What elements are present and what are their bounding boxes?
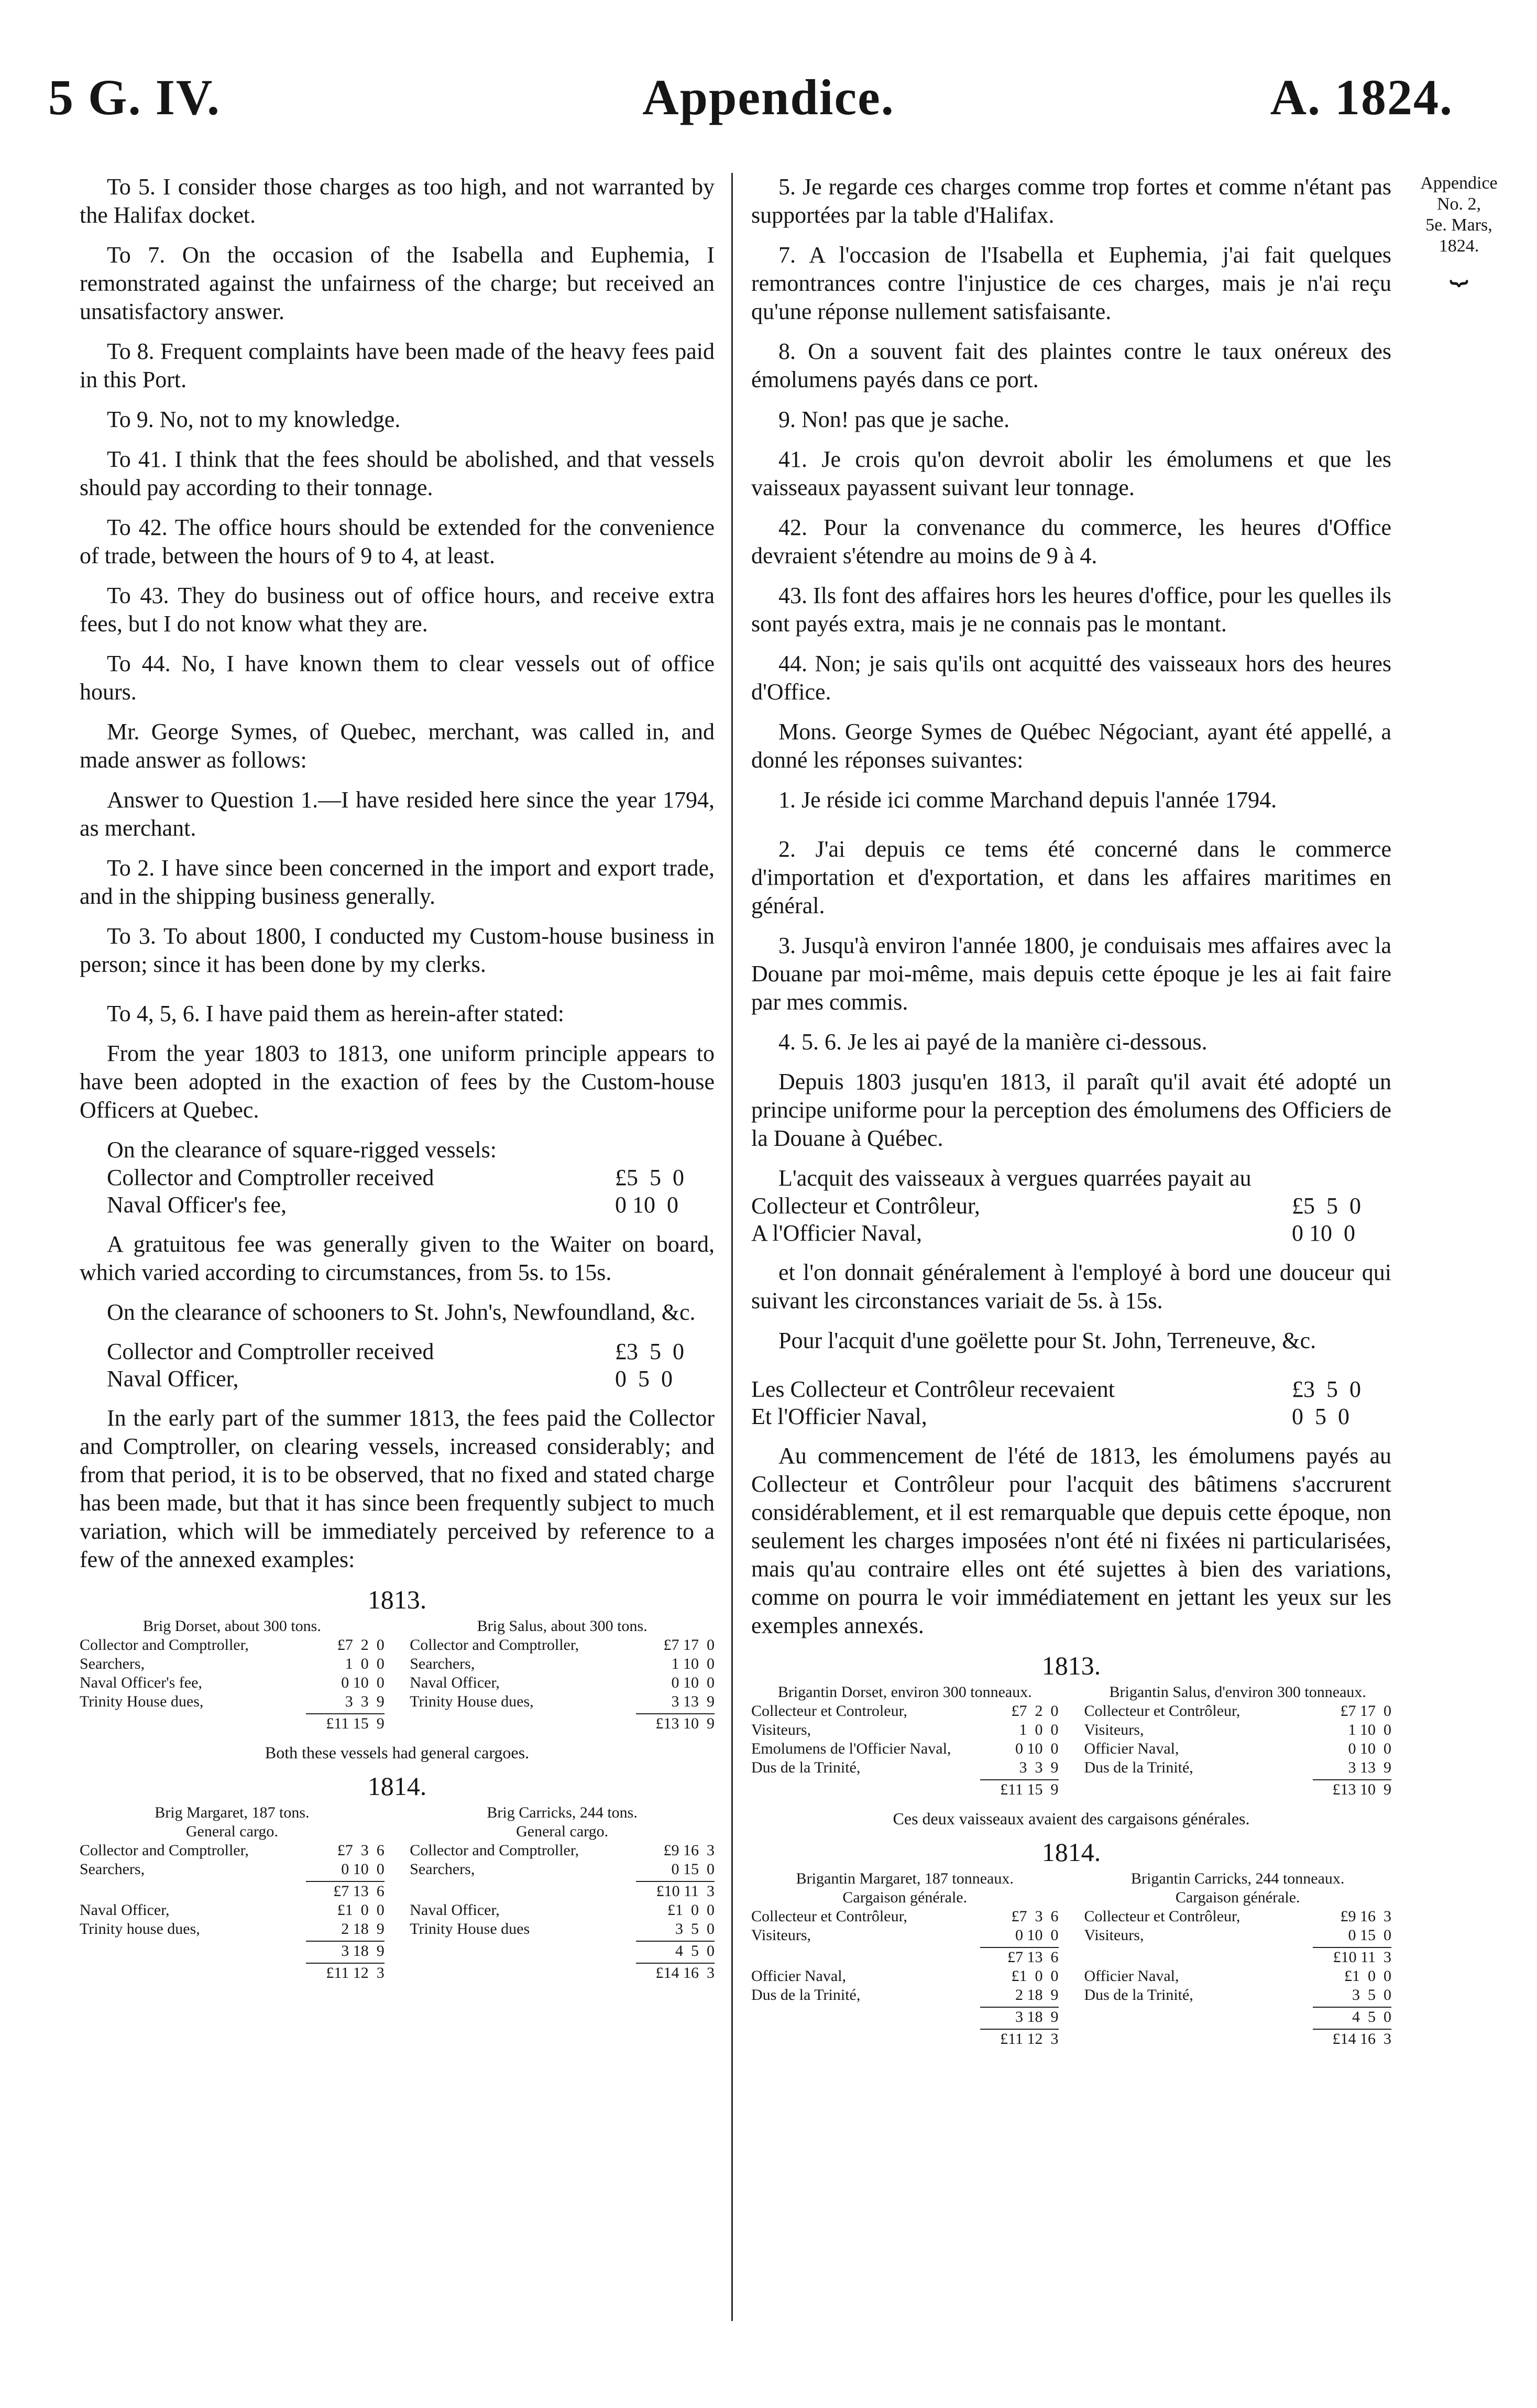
header-left: 5 G. IV. xyxy=(48,69,221,125)
charge-value: 3 3 9 xyxy=(345,1693,385,1710)
charge-value: 3 5 0 xyxy=(675,1920,715,1938)
fee-row xyxy=(751,1192,1391,1220)
fee-row xyxy=(107,1191,715,1219)
charge-value: 0 15 0 xyxy=(671,1860,715,1878)
charge-label: Trinity House dues xyxy=(410,1920,530,1938)
margin-note xyxy=(1404,173,1514,284)
ship-account xyxy=(1084,1683,1391,1799)
year-heading: 1814. xyxy=(1041,1837,1101,1867)
fee-table xyxy=(751,1192,1391,1247)
ship-name: Brigantin Carricks, 244 tonneaux. xyxy=(1131,1870,1345,1887)
charge-label: Searchers, xyxy=(410,1655,475,1672)
ship-name: Brigantin Dorset, environ 300 tonneaux. xyxy=(777,1683,1032,1701)
table-note: Ces deux vaisseaux avaient des cargaisons générales. xyxy=(893,1809,1250,1828)
paragraph: Mr. George Symes, of Quebec, merchant, was called in, and made answer as follows: xyxy=(80,719,715,773)
paragraph: 7. A l'occasion de l'Isabella et Euphemia, j'ai fait quelques remontrances contre l'injustice de ces charges, mais je n'ai reçu qu'une réponse nullement satisfaisante. xyxy=(751,242,1391,324)
charge-value: 3 3 9 xyxy=(1019,1759,1059,1776)
charge-total: £11 15 9 xyxy=(306,1713,385,1733)
charge-subtotal: £10 11 3 xyxy=(636,1881,715,1901)
header-title: Appendice. xyxy=(642,69,895,125)
table-note: Both these vessels had general cargoes. xyxy=(265,1743,530,1762)
charge-value: 3 13 9 xyxy=(671,1693,715,1710)
charge-value: £7 3 6 xyxy=(1011,1908,1059,1925)
charge-label: Searchers, xyxy=(80,1655,145,1672)
charge-subtotal: 4 5 0 xyxy=(636,1941,715,1961)
paragraph: Pour l'acquit d'une goëlette pour St. John, Terreneuve, &c. xyxy=(778,1328,1316,1353)
charge-label: Visiteurs, xyxy=(1084,1721,1144,1738)
charge-value: £7 3 6 xyxy=(337,1842,385,1859)
ship-account xyxy=(410,1617,715,1733)
charge-value: 3 13 9 xyxy=(1348,1759,1391,1776)
paragraph: To 41. I think that the fees should be abolished, and that vessels should pay according to their tonnage. xyxy=(80,446,715,500)
margin-note-line: No. 2, xyxy=(1436,194,1481,214)
fee-label: Et l'Officier Naval, xyxy=(751,1404,927,1429)
paragraph: To 5. I consider those charges as too high, and not warranted by the Halifax docket. xyxy=(80,174,715,228)
charge-total: £13 10 9 xyxy=(636,1713,715,1733)
charge-value: £9 16 3 xyxy=(1340,1908,1391,1925)
charge-label: Trinity House dues, xyxy=(80,1693,204,1710)
charge-value: 1 0 0 xyxy=(345,1655,385,1672)
paragraph: To 8. Frequent complaints have been made of the heavy fees paid in this Port. xyxy=(80,338,715,392)
charge-label: Collector and Comptroller, xyxy=(410,1636,579,1654)
ship-name: Brig Margaret, 187 tons. xyxy=(155,1804,310,1821)
charge-label: Officier Naval, xyxy=(1084,1967,1179,1985)
charge-label: Visiteurs, xyxy=(751,1721,811,1738)
charge-value: £7 17 0 xyxy=(1340,1702,1391,1720)
paragraph: Mons. George Symes de Québec Négociant, ayant été appellé, a donné les réponses suivantes: xyxy=(751,719,1391,773)
paragraph: To 7. On the occasion of the Isabella and Euphemia, I remonstrated against the unfairness of the charge; but received an unsatisfactory answer. xyxy=(80,242,715,324)
charge-label: Collector and Comptroller, xyxy=(80,1842,249,1859)
charge-label: Collecteur et Contrôleur, xyxy=(751,1908,907,1925)
column-divider xyxy=(731,173,733,2321)
paragraph: To 3. To about 1800, I conducted my Custom-house business in person; since it has been done by my clerks. xyxy=(80,923,715,977)
paragraph: Answer to Question 1.—I have resided here since the year 1794, as merchant. xyxy=(80,787,715,841)
charge-label: Naval Officer, xyxy=(410,1901,500,1919)
paragraph: 1. Je réside ici comme Marchand depuis l'année 1794. xyxy=(778,787,1277,813)
ship-account xyxy=(80,1617,385,1733)
ship-cargo: General cargo. xyxy=(185,1823,278,1840)
charge-value: 0 10 0 xyxy=(341,1860,385,1878)
fee-amount: 0 5 0 xyxy=(1292,1404,1349,1429)
fee-row xyxy=(751,1376,1391,1403)
fee-label: Collecteur et Contrôleur, xyxy=(751,1193,980,1219)
charge-label: Visiteurs, xyxy=(751,1927,811,1944)
charge-value: 3 5 0 xyxy=(1352,1986,1391,2004)
paragraph: To 42. The office hours should be extended for the convenience of trade, between the hours of 9 to 4, at least. xyxy=(80,515,715,568)
charge-label: Naval Officer, xyxy=(410,1674,500,1691)
charge-label: Dus de la Trinité, xyxy=(751,1759,861,1776)
charge-subtotal: £7 13 6 xyxy=(980,1947,1059,1967)
charge-value: 0 15 0 xyxy=(1348,1927,1391,1944)
year-heading: 1813. xyxy=(367,1585,427,1614)
ship-name: Brig Dorset, about 300 tons. xyxy=(142,1617,321,1635)
charge-label: Officier Naval, xyxy=(751,1967,847,1985)
paragraph: On the clearance of square-rigged vessels: xyxy=(107,1137,497,1163)
ship-table-1814 xyxy=(751,1869,1391,2049)
charge-subtotal: £7 13 6 xyxy=(306,1881,385,1901)
charge-label: Collector and Comptroller, xyxy=(80,1636,249,1654)
charge-total: £14 16 3 xyxy=(636,1963,715,1983)
paragraph: 42. Pour la convenance du commerce, les heures d'Office devraient s'étendre au moins de 9 à 4. xyxy=(751,515,1391,568)
paragraph: Au commencement de l'été de 1813, les émolumens payés au Collecteur et Contrôleur pour l'acquit des bâtimens s'accrurent considérablement, et il est remarquable que depuis cette époque, non seulement les charges imposées n'ont été ni fixées ni particularisées, mais qu'au contraire elles ont été sujettes à bien des variations, comme on pourra le voir immédiatement en jettant les yeux sur les exemples annexés. xyxy=(751,1443,1391,1638)
margin-note-line: 5e. Mars, xyxy=(1425,215,1492,235)
charge-subtotal: 3 18 9 xyxy=(306,1941,385,1961)
fee-amount: £3 5 0 xyxy=(615,1339,684,1364)
paragraph: To 9. No, not to my knowledge. xyxy=(107,407,401,432)
charge-label: Officier Naval, xyxy=(1084,1740,1179,1757)
paragraph: 3. Jusqu'à environ l'année 1800, je conduisais mes affaires avec la Douane par moi-même, mais depuis cette époque je les ai fait faire par mes commis. xyxy=(751,933,1391,1015)
fee-row xyxy=(107,1365,715,1393)
brace-icon: ⏟ xyxy=(1450,250,1468,284)
fee-row xyxy=(107,1338,715,1365)
ship-table-1814 xyxy=(80,1803,715,1983)
charge-label: Dus de la Trinité, xyxy=(1084,1759,1193,1776)
charge-value: £1 0 0 xyxy=(1344,1967,1391,1985)
margin-note-line: Appendice xyxy=(1420,173,1498,193)
fee-label: Naval Officer, xyxy=(107,1366,239,1392)
charge-label: Naval Officer's fee, xyxy=(80,1674,202,1691)
charge-label: Naval Officer, xyxy=(80,1901,170,1919)
charge-value: 0 10 0 xyxy=(1015,1740,1059,1757)
ship-cargo: Cargaison générale. xyxy=(1175,1889,1300,1906)
fee-label: Collector and Comptroller received xyxy=(107,1339,434,1364)
charge-label: Searchers, xyxy=(410,1860,475,1878)
paragraph: 4. 5. 6. Je les ai payé de la manière ci-dessous. xyxy=(778,1029,1207,1055)
charge-value: £1 0 0 xyxy=(667,1901,715,1919)
charge-label: Collector and Comptroller, xyxy=(410,1842,579,1859)
charge-value: £9 16 3 xyxy=(663,1842,715,1859)
charge-label: Dus de la Trinité, xyxy=(751,1986,861,2004)
fee-label: Les Collecteur et Contrôleur recevaient xyxy=(751,1376,1115,1402)
charge-value: 2 18 9 xyxy=(341,1920,385,1938)
charge-subtotal: 3 18 9 xyxy=(980,2007,1059,2027)
ship-name: Brig Carricks, 244 tons. xyxy=(487,1804,638,1821)
ship-name: Brig Salus, about 300 tons. xyxy=(477,1617,647,1635)
paragraph: To 44. No, I have known them to clear vessels out of office hours. xyxy=(80,651,715,705)
ship-cargo: General cargo. xyxy=(516,1823,609,1840)
paragraph: 41. Je crois qu'on devroit abolir les émolumens et que les vaisseaux payassent suivant leur tonnage. xyxy=(751,446,1391,500)
charge-total: £11 12 3 xyxy=(980,2029,1059,2049)
fee-label: Naval Officer's fee, xyxy=(107,1192,287,1218)
charge-value: £7 2 0 xyxy=(337,1636,385,1654)
fee-amount: £5 5 0 xyxy=(1292,1193,1361,1219)
ship-account xyxy=(80,1803,385,1983)
charge-value: 1 10 0 xyxy=(671,1655,715,1672)
ship-name: Brigantin Salus, d'environ 300 tonneaux. xyxy=(1109,1683,1366,1701)
charge-total: £11 12 3 xyxy=(306,1963,385,1983)
ship-cargo: Cargaison générale. xyxy=(842,1889,968,1906)
charge-label: Dus de la Trinité, xyxy=(1084,1986,1193,2004)
ship-account xyxy=(410,1803,715,1983)
charge-total: £13 10 9 xyxy=(1313,1779,1391,1799)
ship-table-1813 xyxy=(751,1683,1391,1799)
paragraph: 5. Je regarde ces charges comme trop fortes et comme n'étant pas supportées par la table d'Halifax. xyxy=(751,174,1391,228)
charge-value: 0 10 0 xyxy=(341,1674,385,1691)
fee-amount: 0 5 0 xyxy=(615,1366,673,1392)
charge-value: £7 2 0 xyxy=(1011,1702,1059,1720)
fee-label: A l'Officier Naval, xyxy=(751,1220,923,1246)
charge-value: £1 0 0 xyxy=(337,1901,385,1919)
paragraph: 2. J'ai depuis ce tems été concerné dans le commerce d'importation et d'exportation, et dans les affaires maritimes en général. xyxy=(751,836,1391,918)
paragraph: Depuis 1803 jusqu'en 1813, il paraît qu'il avait été adopté un principe uniforme pour la perception des émolumens des Officiers de la Douane à Québec. xyxy=(751,1069,1391,1151)
charge-total: £14 16 3 xyxy=(1313,2029,1391,2049)
ship-table-1813 xyxy=(80,1617,715,1733)
year-heading: 1814. xyxy=(367,1771,427,1801)
ship-name: Brigantin Margaret, 187 tonneaux. xyxy=(796,1870,1014,1887)
charge-label: Collecteur et Controleur, xyxy=(751,1702,907,1720)
charge-label: Trinity House dues, xyxy=(410,1693,534,1710)
charge-value: 1 10 0 xyxy=(1348,1721,1391,1738)
charge-label: Searchers, xyxy=(80,1860,145,1878)
year-heading: 1813. xyxy=(1041,1651,1101,1680)
paragraph: 9. Non! pas que je sache. xyxy=(778,407,1010,432)
paragraph: 44. Non; je sais qu'ils ont acquitté des vaisseaux hors des heures d'Office. xyxy=(751,651,1391,705)
paragraph: et l'on donnait généralement à l'employé à bord une douceur qui suivant les circonstances variait de 5s. à 15s. xyxy=(751,1260,1391,1314)
paragraph: On the clearance of schooners to St. John's, Newfoundland, &c. xyxy=(107,1299,696,1325)
charge-value: 0 10 0 xyxy=(1015,1927,1059,1944)
paragraph: To 2. I have since been concerned in the import and export trade, and in the shipping business generally. xyxy=(80,855,715,909)
charge-label: Collecteur et Contrôleur, xyxy=(1084,1908,1240,1925)
charge-subtotal: £10 11 3 xyxy=(1313,1947,1391,1967)
charge-value: £1 0 0 xyxy=(1011,1967,1059,1985)
charge-value: 0 10 0 xyxy=(1348,1740,1391,1757)
fee-row xyxy=(751,1403,1391,1430)
fee-table xyxy=(80,1164,715,1219)
paragraph: From the year 1803 to 1813, one uniform principle appears to have been adopted in the exaction of fees by the Custom-house Officers at Quebec. xyxy=(80,1041,715,1123)
fee-amount: 0 10 0 xyxy=(1292,1220,1355,1246)
charge-label: Emolumens de l'Officier Naval, xyxy=(751,1740,951,1757)
paragraph: To 4, 5, 6. I have paid them as herein-after stated: xyxy=(107,1001,564,1026)
fee-amount: £5 5 0 xyxy=(615,1165,684,1190)
paragraph: L'acquit des vaisseaux à vergues quarrées payait au xyxy=(778,1165,1251,1191)
charge-value: 0 10 0 xyxy=(671,1674,715,1691)
paragraph: 43. Ils font des affaires hors les heures d'office, pour les quelles ils sont payés extra, mais je ne connais pas le montant. xyxy=(751,583,1391,637)
fee-label: Collector and Comptroller received xyxy=(107,1165,434,1190)
margin-note-line: 1824. xyxy=(1439,236,1479,256)
paragraph: To 43. They do business out of office hours, and receive extra fees, but I do not know what they are. xyxy=(80,583,715,637)
english-column xyxy=(80,173,715,1983)
charge-value: 2 18 9 xyxy=(1015,1986,1059,2004)
charge-value: 1 0 0 xyxy=(1019,1721,1059,1738)
fee-row xyxy=(751,1220,1391,1247)
header-right: A. 1824. xyxy=(1270,69,1453,125)
charge-total: £11 15 9 xyxy=(980,1779,1059,1799)
charge-label: Trinity house dues, xyxy=(80,1920,200,1938)
paragraph: In the early part of the summer 1813, the fees paid the Collector and Comptroller, on clearing vessels, increased considerably; and from that period, it is to be observed, that no fixed and stated charge has been made, but that it has since been frequently subject to much variation, which will be immediately perceived by reference to a few of the annexed examples: xyxy=(80,1405,715,1572)
french-column xyxy=(751,173,1391,2049)
fee-amount: £3 5 0 xyxy=(1292,1376,1361,1402)
charge-label: Visiteurs, xyxy=(1084,1927,1144,1944)
paragraph: 8. On a souvent fait des plaintes contre le taux onéreux des émolumens payés dans ce port. xyxy=(751,338,1391,392)
fee-row xyxy=(107,1164,715,1191)
fee-table xyxy=(751,1376,1391,1430)
charge-label: Collecteur et Contrôleur, xyxy=(1084,1702,1240,1720)
ship-account xyxy=(1084,1869,1391,2049)
ship-account xyxy=(751,1869,1059,2049)
fee-amount: 0 10 0 xyxy=(615,1192,678,1218)
charge-value: £7 17 0 xyxy=(663,1636,715,1654)
ship-account xyxy=(751,1683,1059,1799)
fee-table xyxy=(80,1338,715,1393)
charge-subtotal: 4 5 0 xyxy=(1313,2007,1391,2027)
paragraph: A gratuitous fee was generally given to the Waiter on board, which varied according to circumstances, from 5s. to 15s. xyxy=(80,1231,715,1285)
